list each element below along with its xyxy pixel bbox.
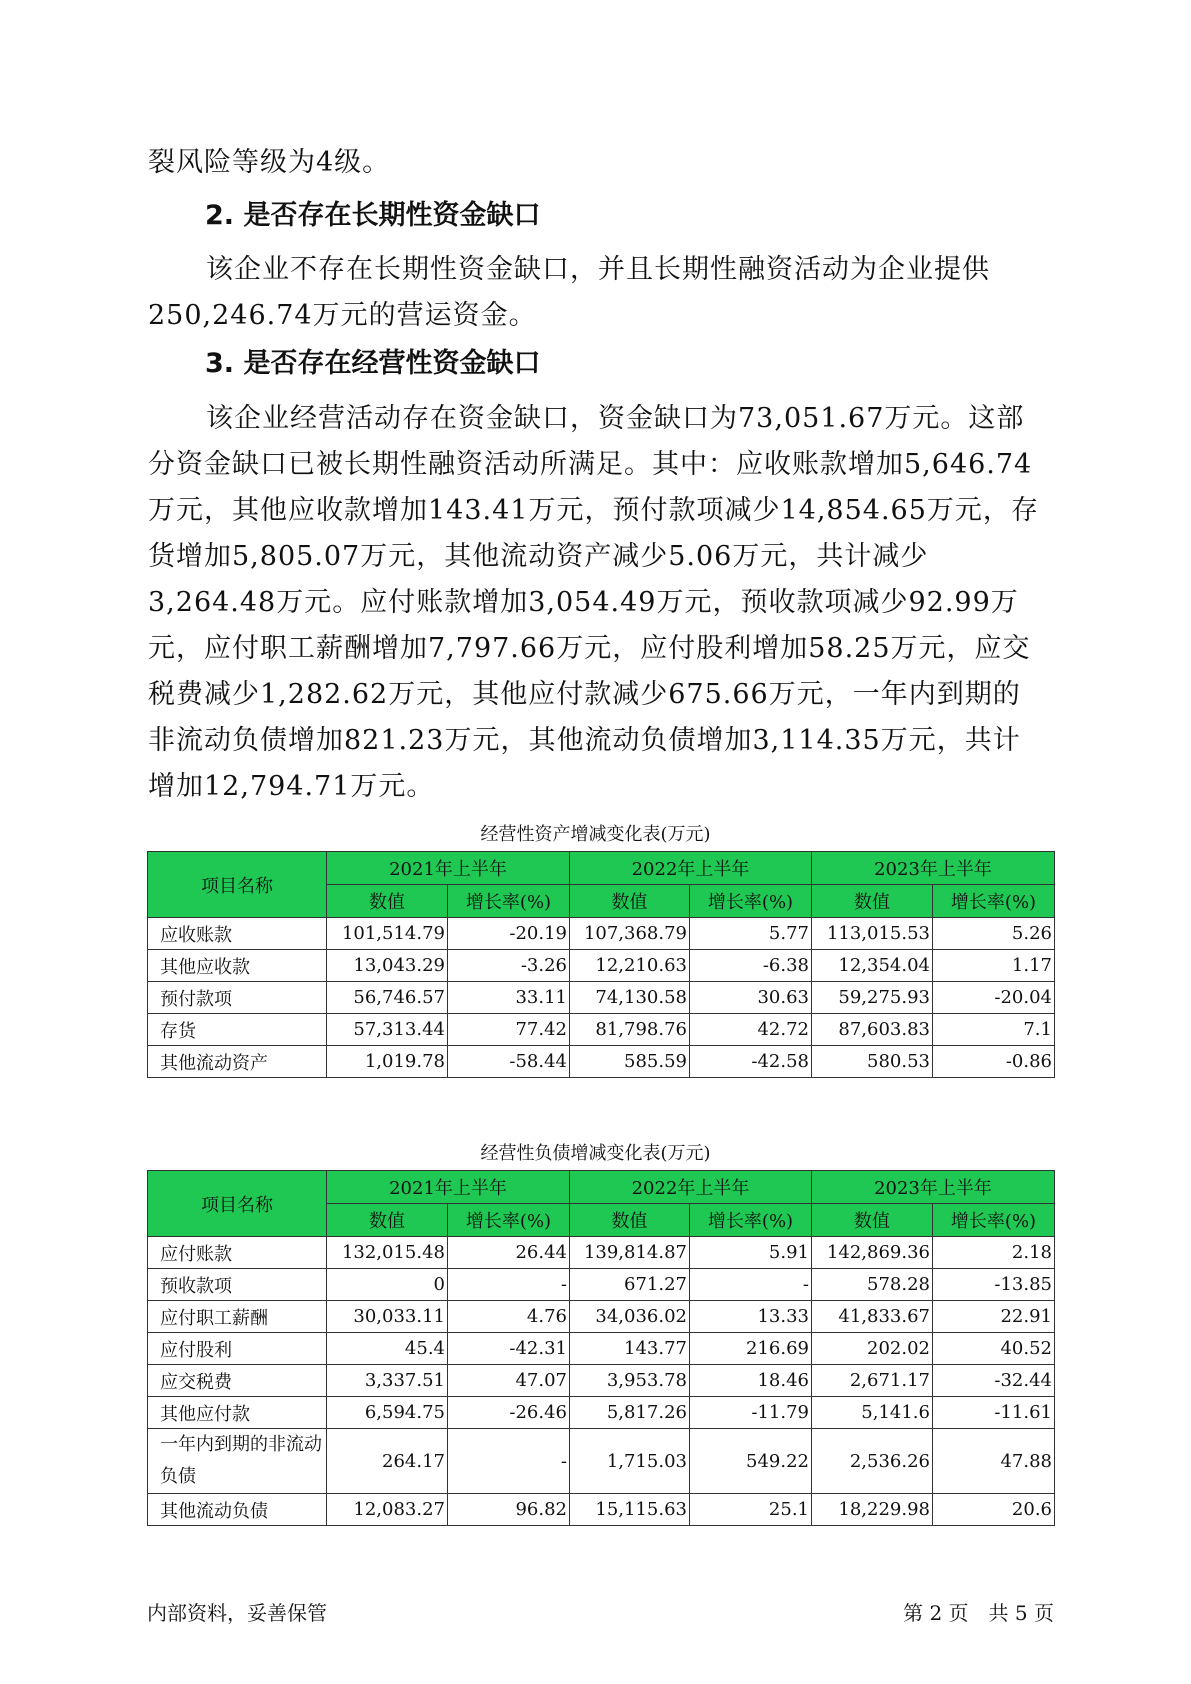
row-item-name: 预收款项 [148, 1269, 327, 1301]
table-row [148, 1494, 1055, 1526]
row-item-name: 其他流动资产 [148, 1046, 327, 1078]
header-growth: 增长率(%) [690, 1204, 812, 1237]
cell-growth-rate: -42.58 [690, 1046, 812, 1078]
row-item-name: 应付股利 [148, 1333, 327, 1365]
cell-growth-rate: 7.1 [933, 1014, 1055, 1046]
row-item-name: 应付账款 [148, 1237, 327, 1269]
cell-growth-rate: - [448, 1429, 570, 1494]
cell-value: 56,746.57 [327, 982, 448, 1014]
cell-value: 580.53 [812, 1046, 933, 1078]
cell-growth-rate: -0.86 [933, 1046, 1055, 1078]
cell-value: 132,015.48 [327, 1237, 448, 1269]
header-item-name: 项目名称 [148, 1171, 327, 1237]
row-item-name: 应收账款 [148, 918, 327, 950]
cell-growth-rate: 549.22 [690, 1429, 812, 1494]
cell-growth-rate: -42.31 [448, 1333, 570, 1365]
table-row [148, 1014, 1055, 1046]
cell-growth-rate: -6.38 [690, 950, 812, 982]
cell-value: 142,869.36 [812, 1237, 933, 1269]
cell-value: 57,313.44 [327, 1014, 448, 1046]
cell-value: 1,715.03 [570, 1429, 690, 1494]
row-item-name: 应付职工薪酬 [148, 1301, 327, 1333]
row-item-name: 其他流动负债 [148, 1494, 327, 1526]
row-item-name: 应交税费 [148, 1365, 327, 1397]
header-growth: 增长率(%) [933, 1204, 1055, 1237]
cell-value: 6,594.75 [327, 1397, 448, 1429]
cell-growth-rate: 42.72 [690, 1014, 812, 1046]
liabilities-table-caption: 经营性负债增减变化表(万元) [480, 1143, 711, 1164]
cell-value: 264.17 [327, 1429, 448, 1494]
heading-operating-gap: 3. 是否存在经营性资金缺口 [205, 348, 541, 379]
cell-growth-rate: 20.6 [933, 1494, 1055, 1526]
header-value: 数值 [812, 1204, 933, 1237]
cell-value: 1,019.78 [327, 1046, 448, 1078]
cell-growth-rate: 13.33 [690, 1301, 812, 1333]
cell-value: 12,210.63 [570, 950, 690, 982]
header-item-name: 项目名称 [148, 852, 327, 918]
header-year-2021: 2021年上半年 [327, 852, 570, 885]
header-year-2023: 2023年上半年 [812, 852, 1055, 885]
table-row [148, 1046, 1055, 1078]
cell-value: 13,043.29 [327, 950, 448, 982]
cell-value: 15,115.63 [570, 1494, 690, 1526]
cell-growth-rate: 5.91 [690, 1237, 812, 1269]
table-row [148, 1397, 1055, 1429]
cell-growth-rate: -26.46 [448, 1397, 570, 1429]
cell-value: 2,671.17 [812, 1365, 933, 1397]
header-value: 数值 [327, 1204, 448, 1237]
assets-table [147, 851, 1055, 1078]
header-growth: 增长率(%) [933, 885, 1055, 918]
cell-value: 143.77 [570, 1333, 690, 1365]
cell-value: 41,833.67 [812, 1301, 933, 1333]
cell-value: 5,817.26 [570, 1397, 690, 1429]
header-year-2022: 2022年上半年 [570, 852, 812, 885]
cell-value: 74,130.58 [570, 982, 690, 1014]
cell-growth-rate: - [448, 1269, 570, 1301]
header-growth: 增长率(%) [448, 1204, 570, 1237]
cell-value: 12,354.04 [812, 950, 933, 982]
header-value: 数值 [570, 1204, 690, 1237]
header-value: 数值 [327, 885, 448, 918]
cell-value: 45.4 [327, 1333, 448, 1365]
cell-growth-rate: 96.82 [448, 1494, 570, 1526]
cell-value: 3,337.51 [327, 1365, 448, 1397]
row-item-name: 其他应收款 [148, 950, 327, 982]
assets-table-body [148, 918, 1055, 1078]
row-item-name: 存货 [148, 1014, 327, 1046]
header-year-2023: 2023年上半年 [812, 1171, 1055, 1204]
cell-value: 113,015.53 [812, 918, 933, 950]
assets-table-caption: 经营性资产增减变化表(万元) [480, 824, 711, 845]
cell-growth-rate: -32.44 [933, 1365, 1055, 1397]
heading-long-term-gap: 2. 是否存在长期性资金缺口 [205, 200, 541, 231]
cell-growth-rate: 2.18 [933, 1237, 1055, 1269]
cell-growth-rate: 30.63 [690, 982, 812, 1014]
cell-value: 18,229.98 [812, 1494, 933, 1526]
cell-growth-rate: 40.52 [933, 1333, 1055, 1365]
header-value: 数值 [812, 885, 933, 918]
cell-growth-rate: -11.79 [690, 1397, 812, 1429]
cell-growth-rate: -13.85 [933, 1269, 1055, 1301]
cell-growth-rate: 216.69 [690, 1333, 812, 1365]
cell-value: 3,953.78 [570, 1365, 690, 1397]
row-item-name: 其他应付款 [148, 1397, 327, 1429]
cell-value: 59,275.93 [812, 982, 933, 1014]
cell-growth-rate: 47.07 [448, 1365, 570, 1397]
header-year-2022: 2022年上半年 [570, 1171, 812, 1204]
footer-page-number: 第 2 页 共 5 页 [903, 1601, 1054, 1625]
cell-value: 34,036.02 [570, 1301, 690, 1333]
cell-growth-rate: 77.42 [448, 1014, 570, 1046]
cell-value: 5,141.6 [812, 1397, 933, 1429]
cell-value: 578.28 [812, 1269, 933, 1301]
cell-value: 671.27 [570, 1269, 690, 1301]
cell-value: 585.59 [570, 1046, 690, 1078]
cell-growth-rate: 22.91 [933, 1301, 1055, 1333]
cell-value: 202.02 [812, 1333, 933, 1365]
cell-value: 101,514.79 [327, 918, 448, 950]
cell-growth-rate: -20.19 [448, 918, 570, 950]
paragraph-operating-gap: 该企业经营活动存在资金缺口，资金缺口为73,051.67万元。这部分资金缺口已被长期性融资活动所满足。其中：应收账款增加5,646.74万元，其他应收款增加143.41万元，预付款项减少14,854.65万元，存货增加5,805.07万元，其他流动资产减少5.06万元，共计减少3,264.48万元。应付账款增加3,054.49万元，预收款项减少92.99万元，应付职工薪酬增加7,797.66万元，应付股利增加58.25万元，应交税费减少1,282.62万元，其他应付款减少675.66万元，一年内到期的非流动负债增加821.23万元，其他流动负债增加3,114.35万元，共计增加12,794.71万元。 [148, 403, 1039, 802]
cell-value: 0 [327, 1269, 448, 1301]
cell-value: 107,368.79 [570, 918, 690, 950]
cell-growth-rate: 18.46 [690, 1365, 812, 1397]
header-year-2021: 2021年上半年 [327, 1171, 570, 1204]
table-row [148, 982, 1055, 1014]
liabilities-table-body [148, 1237, 1055, 1526]
cell-growth-rate: 5.26 [933, 918, 1055, 950]
cell-growth-rate: 26.44 [448, 1237, 570, 1269]
paragraph-risk-level: 裂风险等级为4级。 [148, 147, 391, 178]
cell-value: 12,083.27 [327, 1494, 448, 1526]
cell-value: 2,536.26 [812, 1429, 933, 1494]
table-row [148, 1365, 1055, 1397]
row-item-name: 一年内到期的非流动负债 [148, 1429, 327, 1494]
cell-growth-rate: 25.1 [690, 1494, 812, 1526]
header-growth: 增长率(%) [448, 885, 570, 918]
cell-growth-rate: 5.77 [690, 918, 812, 950]
cell-growth-rate: -3.26 [448, 950, 570, 982]
cell-value: 139,814.87 [570, 1237, 690, 1269]
cell-growth-rate: 33.11 [448, 982, 570, 1014]
cell-growth-rate: -20.04 [933, 982, 1055, 1014]
cell-value: 30,033.11 [327, 1301, 448, 1333]
cell-growth-rate: 47.88 [933, 1429, 1055, 1494]
footer-confidential: 内部资料，妥善保管 [147, 1601, 327, 1625]
paragraph-long-term-gap: 该企业不存在长期性资金缺口，并且长期性融资活动为企业提供250,246.74万元的营运资金。 [148, 254, 990, 331]
table-row [148, 1301, 1055, 1333]
table-row [148, 918, 1055, 950]
liabilities-table [147, 1170, 1055, 1526]
table-row [148, 1269, 1055, 1301]
cell-growth-rate: 4.76 [448, 1301, 570, 1333]
header-value: 数值 [570, 885, 690, 918]
cell-growth-rate: - [690, 1269, 812, 1301]
table-row [148, 950, 1055, 982]
row-item-name: 预付款项 [148, 982, 327, 1014]
cell-value: 81,798.76 [570, 1014, 690, 1046]
cell-growth-rate: -58.44 [448, 1046, 570, 1078]
table-row [148, 1333, 1055, 1365]
table-row [148, 1237, 1055, 1269]
header-growth: 增长率(%) [690, 885, 812, 918]
table-row [148, 1429, 1055, 1494]
cell-value: 87,603.83 [812, 1014, 933, 1046]
cell-growth-rate: -11.61 [933, 1397, 1055, 1429]
cell-growth-rate: 1.17 [933, 950, 1055, 982]
